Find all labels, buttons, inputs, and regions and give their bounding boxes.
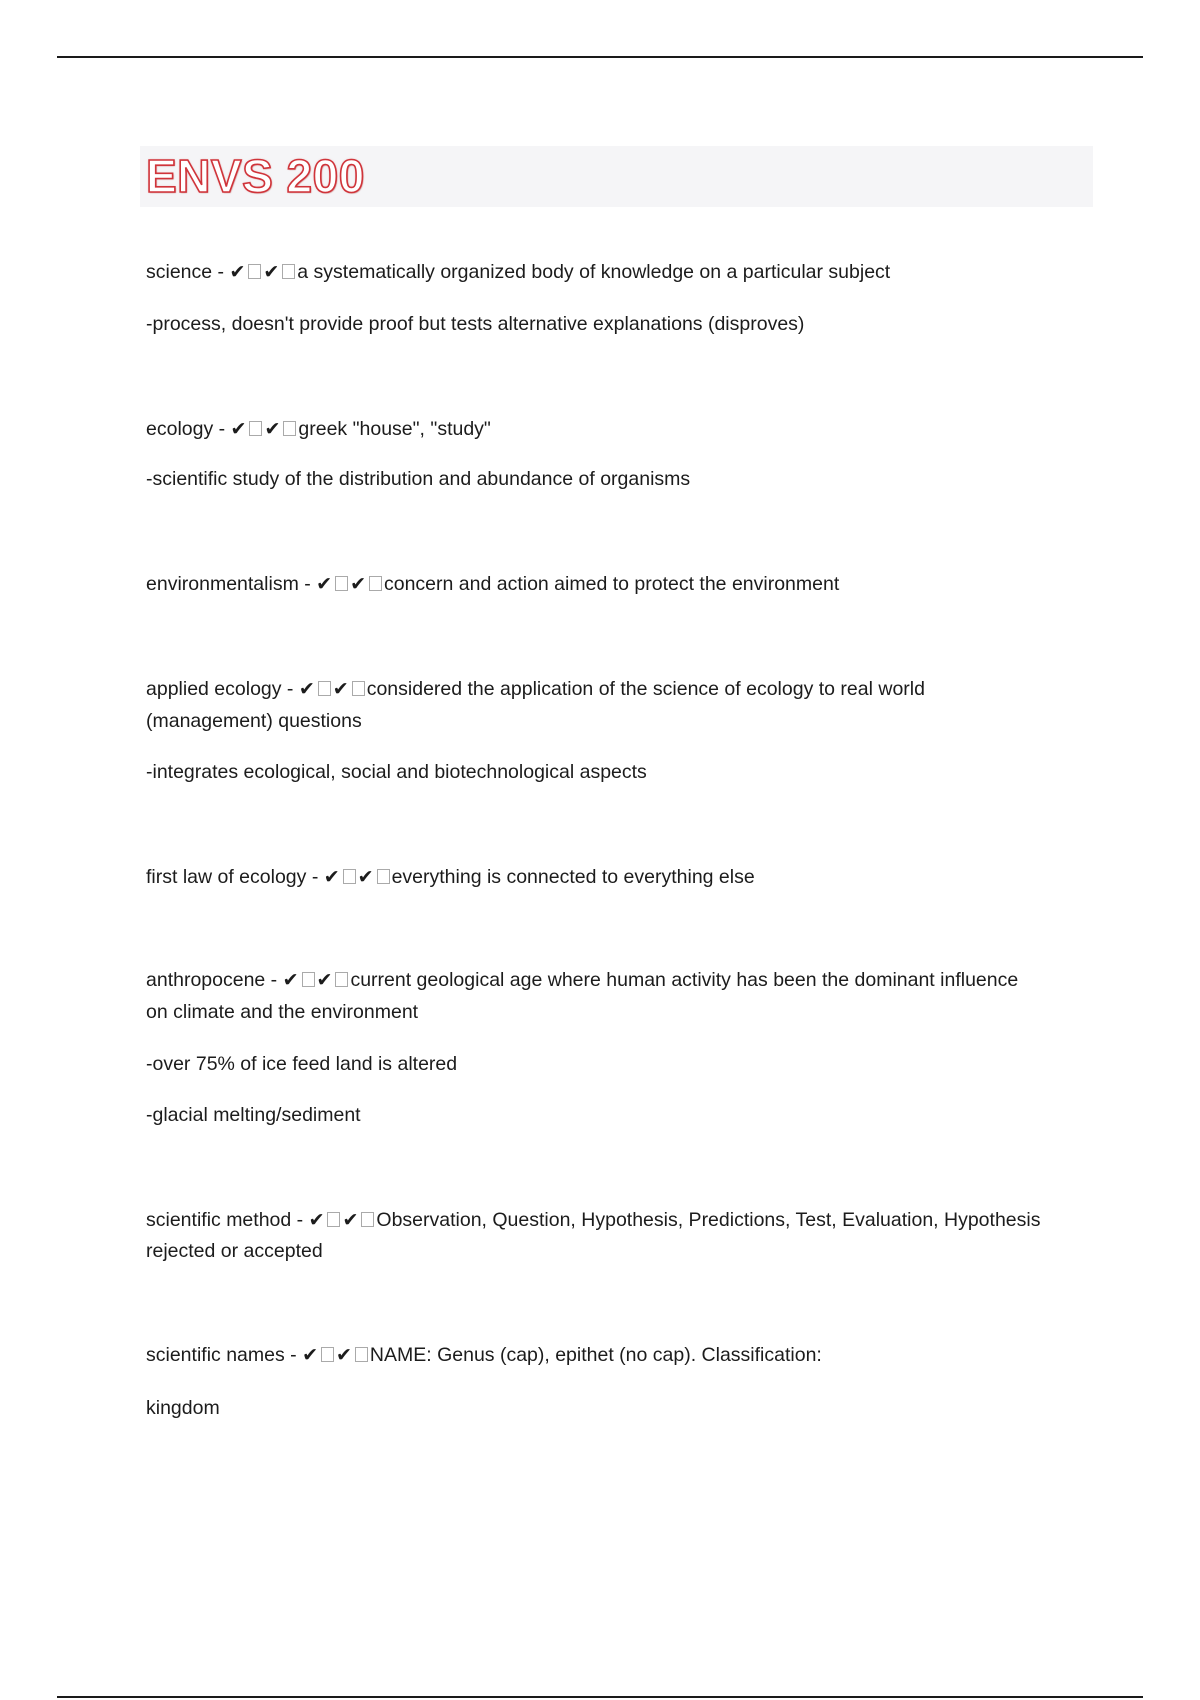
entry-anthropocene-note-1: -over 75% of ice feed land is altered [146,1053,458,1075]
empty-box-icon [355,1347,368,1362]
check-mark-icon: ✔ [323,866,340,888]
term: scientific method - [146,1209,309,1231]
check-mark-icon: ✔ [316,969,333,991]
term: ecology - [146,418,231,440]
empty-box-icon [282,264,295,279]
entry-anthropocene [146,964,1106,996]
definition: greek "house", "study" [298,418,491,440]
title-banner [140,146,1093,207]
empty-box-icon [335,972,348,987]
definition: considered the application of the science of ecology to real world [366,678,925,700]
term: first law of ecology - [146,866,324,888]
empty-box-icon [249,421,262,436]
check-mark-icon: ✔ [229,261,246,283]
empty-box-icon [352,681,365,696]
definition: a systematically organized body of knowledge on a particular subject [297,261,891,283]
empty-box-icon [327,1212,340,1227]
check-mark-icon: ✔ [282,969,299,991]
entry-scientific-names [146,1339,1106,1371]
term: anthropocene - [146,969,283,991]
entry-ecology [146,413,1106,445]
term: scientific names - [146,1344,303,1366]
term: applied ecology - [146,678,299,700]
empty-box-icon [302,972,315,987]
check-mark-icon: ✔ [335,1344,352,1366]
term: environmentalism - [146,573,317,595]
page-top-rule [57,56,1143,58]
empty-box-icon [377,869,390,884]
check-mark-icon: ✔ [342,1209,359,1231]
empty-box-icon [335,576,348,591]
entry-applied-ecology [146,673,1106,705]
check-mark-icon: ✔ [350,573,366,595]
entry-ecology-note: -scientific study of the distribution and abundance of organisms [146,468,691,490]
empty-box-icon [361,1212,374,1227]
check-mark-icon: ✔ [263,261,280,283]
definition: Observation, Question, Hypothesis, Predictions, Test, Evaluation, Hypothesis [376,1209,1041,1231]
definition: current geological age where human activity has been the dominant influence [350,969,1019,991]
entry-anthropocene-note-2: -glacial melting/sediment [146,1104,361,1126]
entry-applied-ecology-cont: (management) questions [146,710,362,732]
check-mark-icon: ✔ [302,1344,318,1366]
check-mark-icon: ✔ [357,866,374,888]
empty-box-icon [283,421,296,436]
check-mark-icon: ✔ [332,678,349,700]
check-mark-icon: ✔ [264,418,281,440]
definition: everything is connected to everything else [391,866,755,888]
check-mark-icon: ✔ [298,678,315,700]
entry-scientific-method-cont: rejected or accepted [146,1240,323,1262]
entry-environmentalism [146,568,1106,600]
empty-box-icon [369,576,382,591]
empty-box-icon [248,264,261,279]
definition: NAME: Genus (cap), epithet (no cap). Classification: [369,1344,822,1366]
definition: concern and action aimed to protect the environment [383,573,840,595]
entry-science-note: -process, doesn't provide proof but tests alternative explanations (disproves) [146,313,805,335]
empty-box-icon [318,681,331,696]
check-mark-icon: ✔ [230,418,247,440]
document-title: ENVS 200 [146,150,365,202]
entry-applied-ecology-note: -integrates ecological, social and biotechnological aspects [146,761,647,783]
empty-box-icon [321,1347,334,1362]
page-bottom-rule [57,1696,1143,1698]
term: science - [146,261,230,283]
empty-box-icon [343,869,356,884]
check-mark-icon: ✔ [308,1209,325,1231]
entry-science [146,256,1106,288]
check-mark-icon: ✔ [316,573,333,595]
entry-scientific-names-cont: kingdom [146,1397,220,1419]
entry-scientific-method [146,1204,1106,1236]
entry-first-law [146,861,1106,893]
entry-anthropocene-cont: on climate and the environment [146,1001,419,1023]
